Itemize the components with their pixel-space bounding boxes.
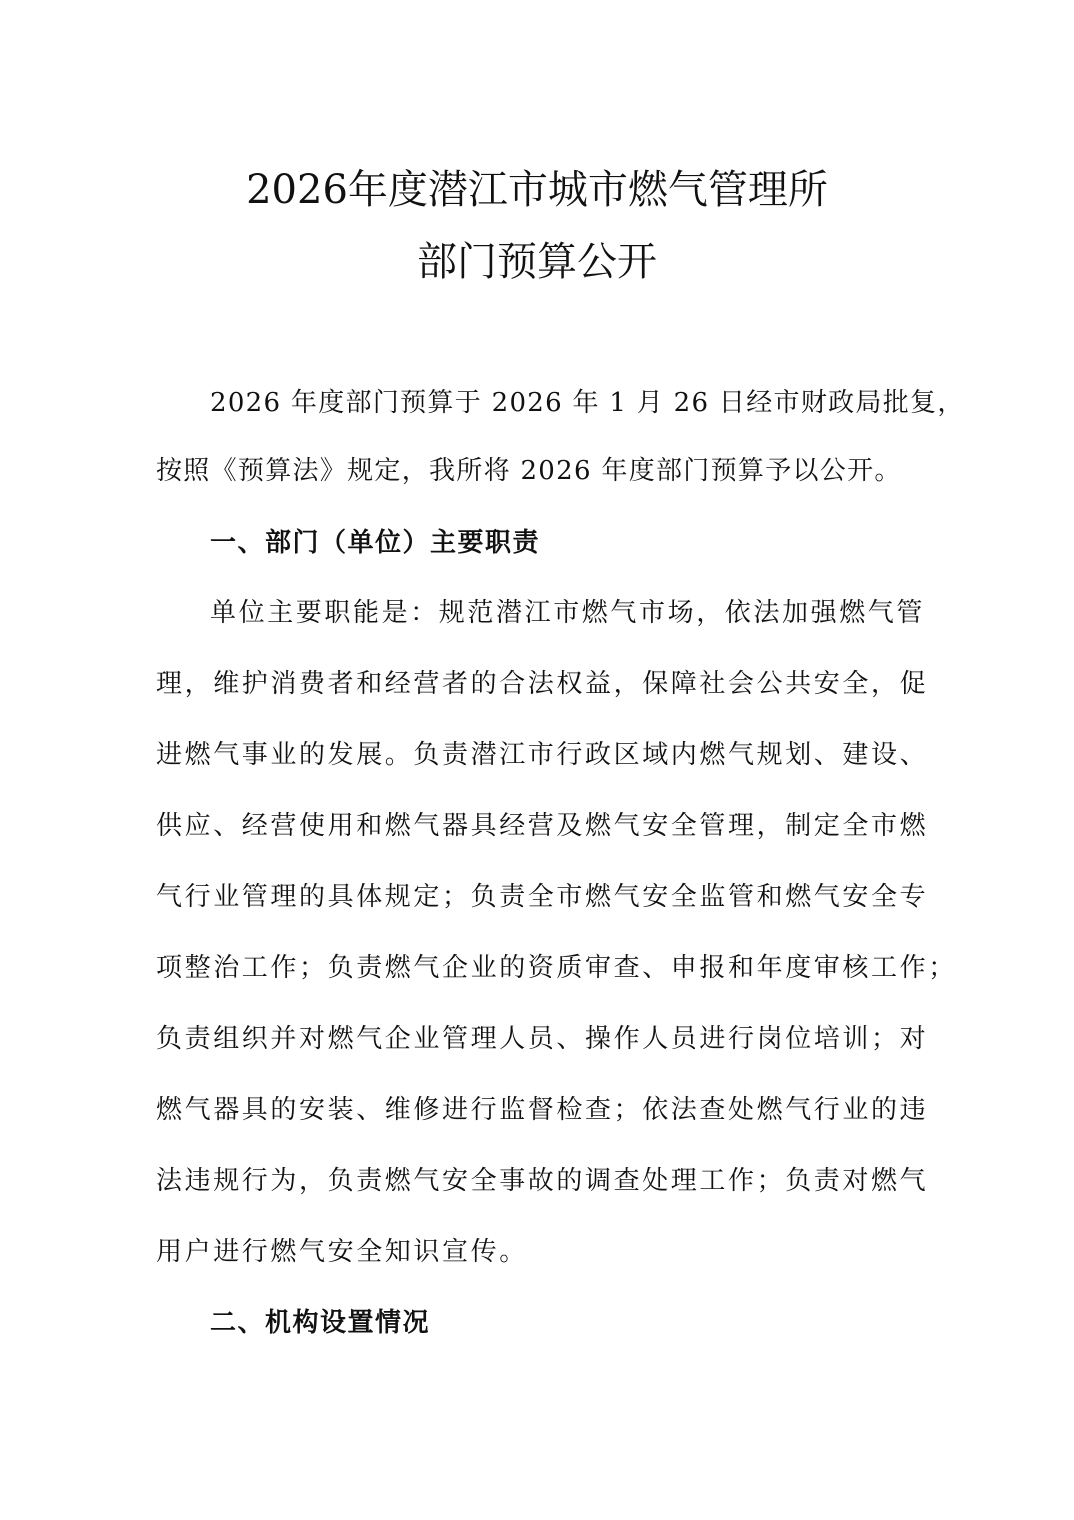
- section-1-paragraph-line: 进燃气事业的发展。负责潜江市行政区域内燃气规划、建设、: [156, 740, 929, 770]
- section-1-paragraph-line: 负责组织并对燃气企业管理人员、操作人员进行岗位培训；对: [156, 1024, 929, 1054]
- intro-line-1: 2026 年度部门预算于 2026 年 1 月 26 日经市财政局批复，: [210, 388, 965, 418]
- section-1-heading: 一、部门（单位）主要职责: [210, 528, 541, 558]
- section-1-paragraph-line: 单位主要职能是：规范潜江市燃气市场，依法加强燃气管: [210, 598, 926, 628]
- document-title-line-2: 部门预算公开: [417, 239, 657, 285]
- section-1-paragraph-line: 法违规行为，负责燃气安全事故的调查处理工作；负责对燃气: [156, 1166, 929, 1196]
- section-1-paragraph-line: 气行业管理的具体规定；负责全市燃气安全监管和燃气安全专: [156, 882, 929, 912]
- section-1-paragraph-line: 燃气器具的安装、维修进行监督检查；依法查处燃气行业的违: [156, 1095, 929, 1125]
- section-1-paragraph-line: 供应、经营使用和燃气器具经营及燃气安全管理，制定全市燃: [156, 811, 929, 841]
- section-1-paragraph-line: 理，维护消费者和经营者的合法权益，保障社会公共安全，促: [156, 669, 929, 699]
- section-1-paragraph-line: 项整治工作；负责燃气企业的资质审查、申报和年度审核工作；: [156, 953, 957, 983]
- section-2-heading: 二、机构设置情况: [210, 1308, 431, 1338]
- intro-line-2: 按照《预算法》规定，我所将 2026 年度部门预算予以公开。: [156, 456, 902, 486]
- document-title-line-1: 2026年度潜江市城市燃气管理所: [246, 167, 828, 213]
- section-1-paragraph-line: 用户进行燃气安全知识宣传。: [156, 1237, 528, 1267]
